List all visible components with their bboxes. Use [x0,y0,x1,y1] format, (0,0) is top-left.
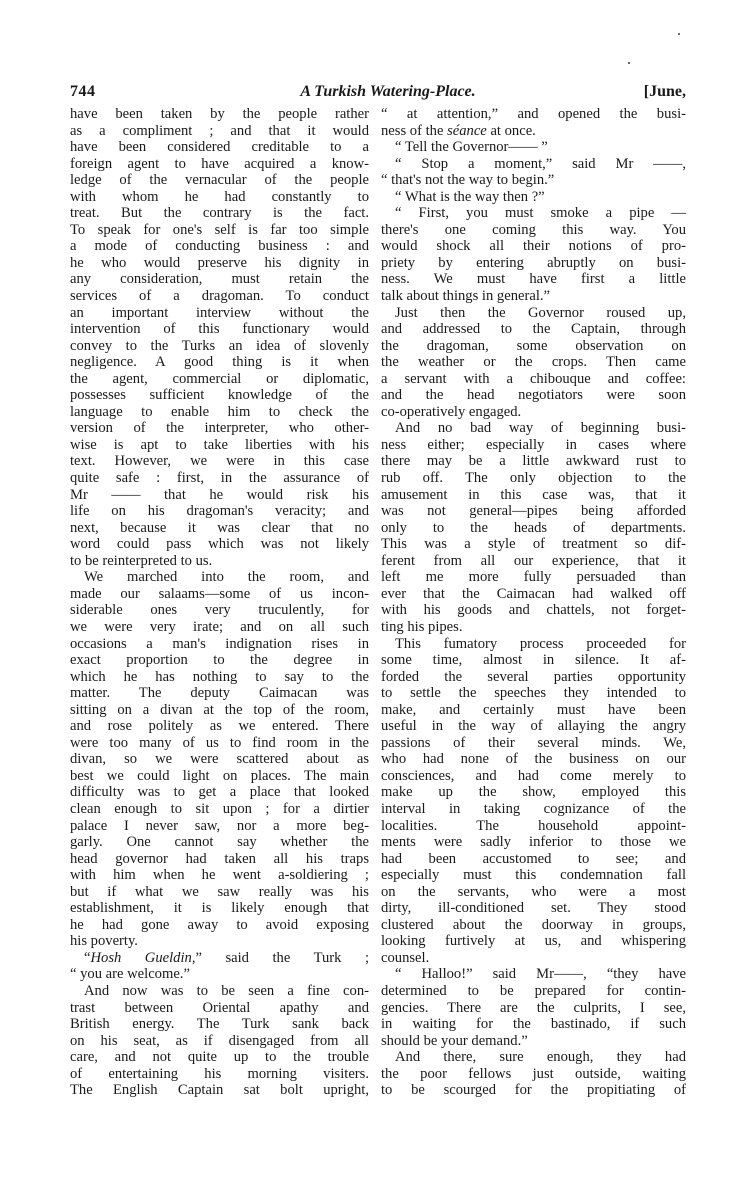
text-line: dirty, ill-conditioned set. They stood [381,900,686,917]
text-line: care, and not quite up to the trouble [70,1049,369,1066]
text-run: ,” said the Turk ; [191,949,369,966]
text-line: foreign agent to have acquired a know- [70,155,369,172]
text-line: an important interview without the [70,304,369,321]
text-line: the agent, commercial or diplomatic, [70,370,369,387]
text-line: clustered about the doorway in groups, [381,916,686,933]
text-line: ting his pipes. [381,618,463,635]
text-line: on his seat, as if disengaged from all [70,1032,369,1049]
text-line: ledge of the vernacular of the people [70,172,369,189]
text-line: occasions a man's indignation rises in [70,635,369,652]
text-line: priety by entering abruptly on busi- [381,254,686,271]
text-line: life on his dragoman's veracity; and [70,503,369,520]
text-line: on the servants, who were a most [381,883,686,900]
text-line: “ you are welcome.” [70,966,190,983]
text-line: clean enough to sit upon ; for a dirtier [70,800,369,817]
text-line: ness. We must have first a little [381,271,686,288]
text-line: ferent from all our experience, that it [381,552,686,569]
text-line: And no bad way of beginning busi- [395,420,686,437]
text-line: wise is apt to take liberties with his [70,436,369,453]
text-line: have been considered creditable to a [70,139,369,156]
text-line: and the head negotiators were soon [381,387,686,404]
text-line: treat. But the contrary is the fact. [70,205,369,222]
issue-date: [June, [643,83,686,100]
text-line: we were very irate; and on all such [70,618,369,635]
print-speck [628,62,630,64]
text-line: matter. The deputy Caimacan was [70,685,369,702]
text-line: negligence. A good thing is it when [70,354,369,371]
text-line: with whom he had constantly to [70,188,369,205]
text-line: text. However, we were in this case [70,453,369,470]
text-line: a mode of conducting business : and [70,238,369,255]
text-line: make up the show, employed this [381,784,686,801]
text-line: establishment, it is likely enough that [70,900,369,917]
text-line: there's one coming this way. You [381,221,686,238]
text-line: to be scourged for the propitiating of [381,1082,686,1099]
text-line: exact proportion to the degree in [70,652,369,669]
text-line: “ at attention,” and opened the busi- [381,106,686,122]
text-line: in waiting for the bastinado, if such [381,1016,686,1033]
text-line: “ Tell the Governor—— ” [395,139,548,156]
text-line: make, and certainly must have been [381,701,686,718]
text-line: of entertaining his morning visiters. [70,1065,369,1082]
text-line: as a compliment ; and that it would [70,122,369,139]
text-line: who had none of the business on our [381,751,686,768]
text-line: “ First, you must smoke a pipe — [395,205,686,222]
text-line: any consideration, must retain the [70,271,369,288]
text-line: and addressed to the Captain, through [381,321,686,338]
text-line: intervention of this functionary would [70,321,369,338]
text-line: his poverty. [70,933,138,950]
text-line: have been taken by the people rather [70,106,369,122]
text-line: passions of their several minds. We, [381,734,686,751]
text-line: had been accustomed to see; and [381,850,686,867]
text-line: which he has nothing to say to the [70,668,369,685]
text-line: left me more fully persuaded than [381,569,686,586]
text-line: talk about things in general.” [381,288,550,305]
text-line: with his goods and chattels, not forget- [381,602,686,619]
print-speck [678,33,680,35]
text-line: and rose politely as we entered. There [70,718,369,735]
text-line: garly. One cannot say whether the [70,834,369,851]
text-line: determined to be prepared for contin- [381,982,686,999]
text-line: co-operatively engaged. [381,403,522,420]
text-line: there may be a little awkward rust to [381,453,686,470]
text-line: Mr —— that he would risk his [70,486,369,503]
text-line: should be your demand.” [381,1032,528,1049]
text-line: We marched into the room, and [84,569,369,586]
text-line: only to the heads of departments. [381,519,686,536]
text-run: “ [84,949,91,966]
text-line: the weather or the crops. Then came [381,354,686,371]
text-line: sitting on a divan at the top of the room, [70,701,369,718]
text-line: This fumatory process proceeded for [395,635,686,652]
text-line: looking furtively at us, and whispering [381,933,686,950]
page-number: 744 [70,83,96,100]
text-line: next, because it was clear that no [70,519,369,536]
text-line: gencies. There are the culprits, I see, [381,999,686,1016]
text-line: the poor fellows just outside, waiting [381,1065,686,1082]
text-line: convey to the Turks an idea of slovenly [70,337,369,354]
text-line [381,123,686,140]
italic-text-run: Hosh Gueldin [90,949,192,966]
text-line: Just then the Governor roused up, [395,304,686,321]
text-line: word could pass which was not likely [70,536,369,553]
text-line: best we could light on places. The main [70,767,369,784]
text-line: quite safe : first, in the assurance of [70,470,369,487]
text-line: but if what we saw really was his [70,883,369,900]
running-title: A Turkish Watering-Place. [300,83,476,100]
text-line: “ that's not the way to begin.” [381,172,555,189]
text-run: ness of the [381,122,448,139]
text-line: localities. The household appoint- [381,817,686,834]
text-line: “ Halloo!” said Mr——, “they have [395,966,686,983]
text-line: amusement in this case was, that it [381,486,686,503]
text-line: trast between Oriental apathy and [70,999,369,1016]
text-line: ever that the Caimacan had walked off [381,585,686,602]
text-line: a servant with a chibouque and coffee: [381,370,686,387]
text-line: possesses sufficient knowledge of the [70,387,369,404]
text-line: counsel. [381,949,430,966]
text-line: with him when he went a-soldiering ; [70,867,369,884]
text-line: to settle the speeches they intended to [381,685,686,702]
text-line: “ What is the way then ?” [395,188,545,205]
text-line: especially must this condemnation fall [381,867,686,884]
text-line: “ Stop a moment,” said Mr ——, [395,155,686,172]
text-line: would shock all their notions of pro- [381,238,686,255]
text-line: To speak for one's self is far too simple [70,221,369,238]
text-line: divan, so we were scattered about as [70,751,369,768]
left-column [70,106,369,1099]
text-line: rub off. The only objection to the [381,470,686,487]
text-line: services of a dragoman. To conduct [70,288,369,305]
text-line: head governor had taken all his traps [70,850,369,867]
text-line: he had gone away to avoid exposing [70,916,369,933]
text-line: to be reinterpreted to us. [70,552,213,569]
text-line: difficulty was to get a place that looked [70,784,369,801]
text-line [70,950,369,967]
text-line: ments were sadly inferior to those we [381,834,686,851]
text-line: version of the interpreter, who other- [70,420,369,437]
text-line: was not general—pipes being afforded [381,503,686,520]
text-line: were too many of us to find room in the [70,734,369,751]
text-run: at once. [486,122,536,139]
text-line: siderable ones very truculently, for [70,602,369,619]
text-line: ness either; especially in cases where [381,436,686,453]
text-line: This was a style of treatment so dif- [381,536,686,553]
text-line: interval in taking cognizance of the [381,800,686,817]
text-line: language to enable him to check the [70,403,369,420]
text-line: some time, almost in silence. It af- [381,652,686,669]
text-line: And there, sure enough, they had [395,1049,686,1066]
text-line: made our salaams—some of us incon- [70,585,369,602]
page-header [70,82,686,102]
text-line: he who would preserve his dignity in [70,254,369,271]
text-line: The English Captain sat bolt upright, [70,1082,369,1099]
text-line: the dragoman, some observation on [381,337,686,354]
text-line: And now was to be seen a fine con- [84,982,369,999]
text-line: forded the several parties opportunity [381,668,686,685]
text-line: British energy. The Turk sank back [70,1016,369,1033]
text-line: consciences, and had come merely to [381,767,686,784]
text-line: palace I never saw, nor a more beg- [70,817,369,834]
text-line: useful in the way of allaying the angry [381,718,686,735]
right-column [381,106,686,1099]
italic-text-run: séance [447,122,487,139]
